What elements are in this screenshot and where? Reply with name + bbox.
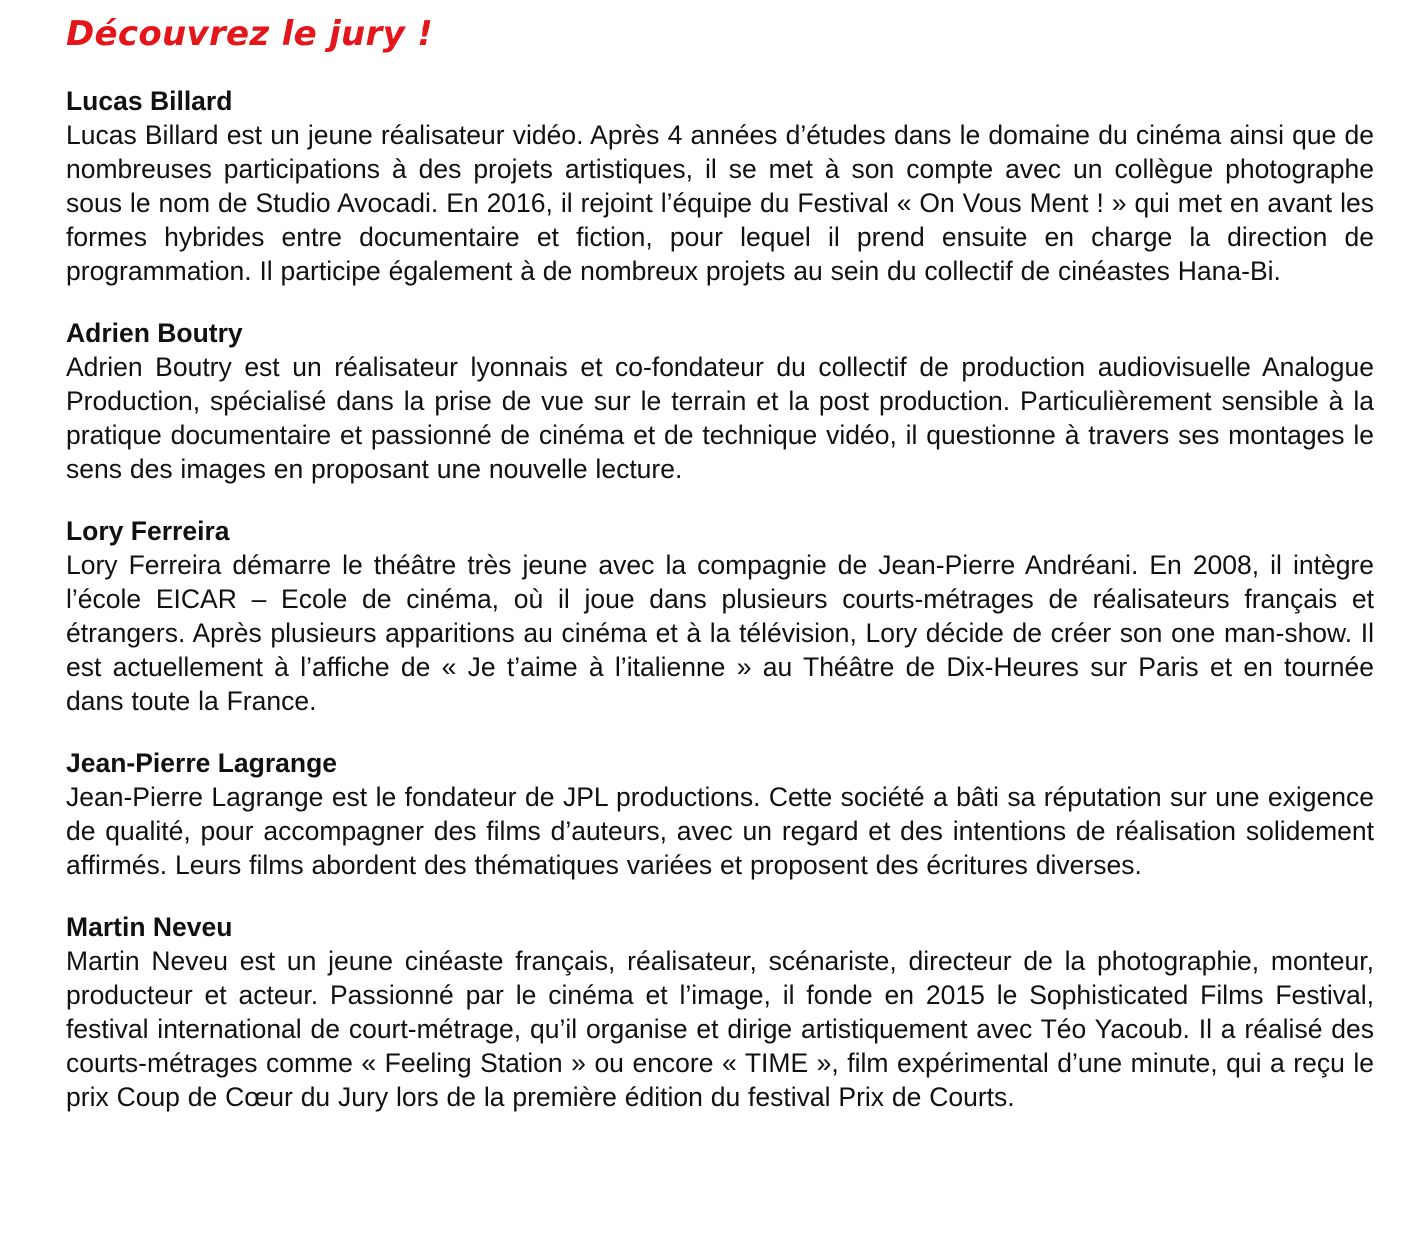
jury-member: [66, 514, 1374, 718]
jury-member-name: Lory Ferreira: [66, 516, 230, 546]
jury-member: [66, 316, 1374, 486]
jury-member-bio: Martin Neveu est un jeune cinéaste français, réalisateur, scénariste, directeur de la photographie, monteur, producteur et acteur. Passionné par le cinéma et l’image, il fonde en 2015 le Sophisticated Films Festival, festival international de court-métrage, qu’il organise et dirige artistiquement avec Téo Yacoub. Il a réalisé des courts-métrages comme « Feeling Station » ou encore « TIME », film expérimental d’une minute, qui a reçu le prix Coup de Cœur du Jury lors de la première édition du festival Prix de Courts.: [66, 946, 1374, 1112]
jury-member-name: Adrien Boutry: [66, 318, 243, 348]
jury-member-bio: Jean-Pierre Lagrange est le fondateur de JPL productions. Cette société a bâti sa réputation sur une exigence de qualité, pour accompagner des films d’auteurs, avec un regard et des intentions de réalisation solidement affirmés. Leurs films abordent des thématiques variées et proposent des écritures diverses.: [66, 782, 1374, 880]
jury-member: [66, 84, 1374, 288]
jury-member-name: Jean-Pierre Lagrange: [66, 748, 338, 778]
jury-member-bio: Lory Ferreira démarre le théâtre très jeune avec la compagnie de Jean-Pierre Andréani. En 2008, il intègre l’école EICAR – Ecole de cinéma, où il joue dans plusieurs courts-métrages de réalisateurs français et étrangers. Après plusieurs apparitions au cinéma et à la télévision, Lory décide de créer son one man-show. Il est actuellement à l’affiche de « Je t’aime à l’italienne » au Théâtre de Dix-Heures sur Paris et en tournée dans toute la France.: [66, 550, 1374, 716]
jury-member-bio: Adrien Boutry est un réalisateur lyonnais et co-fondateur du collectif de production audiovisuelle Analogue Production, spécialisé dans la prise de vue sur le terrain et la post production. Particulièrement sensible à la pratique documentaire et passionné de cinéma et de technique vidéo, il questionne à travers ses montages le sens des images en proposant une nouvelle lecture.: [66, 352, 1374, 484]
jury-member: [66, 746, 1374, 882]
page-title: Découvrez le jury !: [66, 14, 433, 54]
jury-member-bio: Lucas Billard est un jeune réalisateur vidéo. Après 4 années d’études dans le domaine du cinéma ainsi que de nombreuses participations à des projets artistiques, il se met à son compte avec un collègue photographe sous le nom de Studio Avocadi. En 2016, il rejoint l’équipe du Festival « On Vous Ment ! » qui met en avant les formes hybrides entre documentaire et fiction, pour lequel il prend ensuite en charge la direction de programmation. Il participe également à de nombreux projets au sein du collectif de cinéastes Hana-Bi.: [66, 120, 1374, 286]
jury-page: [66, 0, 1374, 1114]
jury-member-name: Martin Neveu: [66, 912, 233, 942]
jury-member-name: Lucas Billard: [66, 86, 233, 116]
jury-member: [66, 910, 1374, 1114]
